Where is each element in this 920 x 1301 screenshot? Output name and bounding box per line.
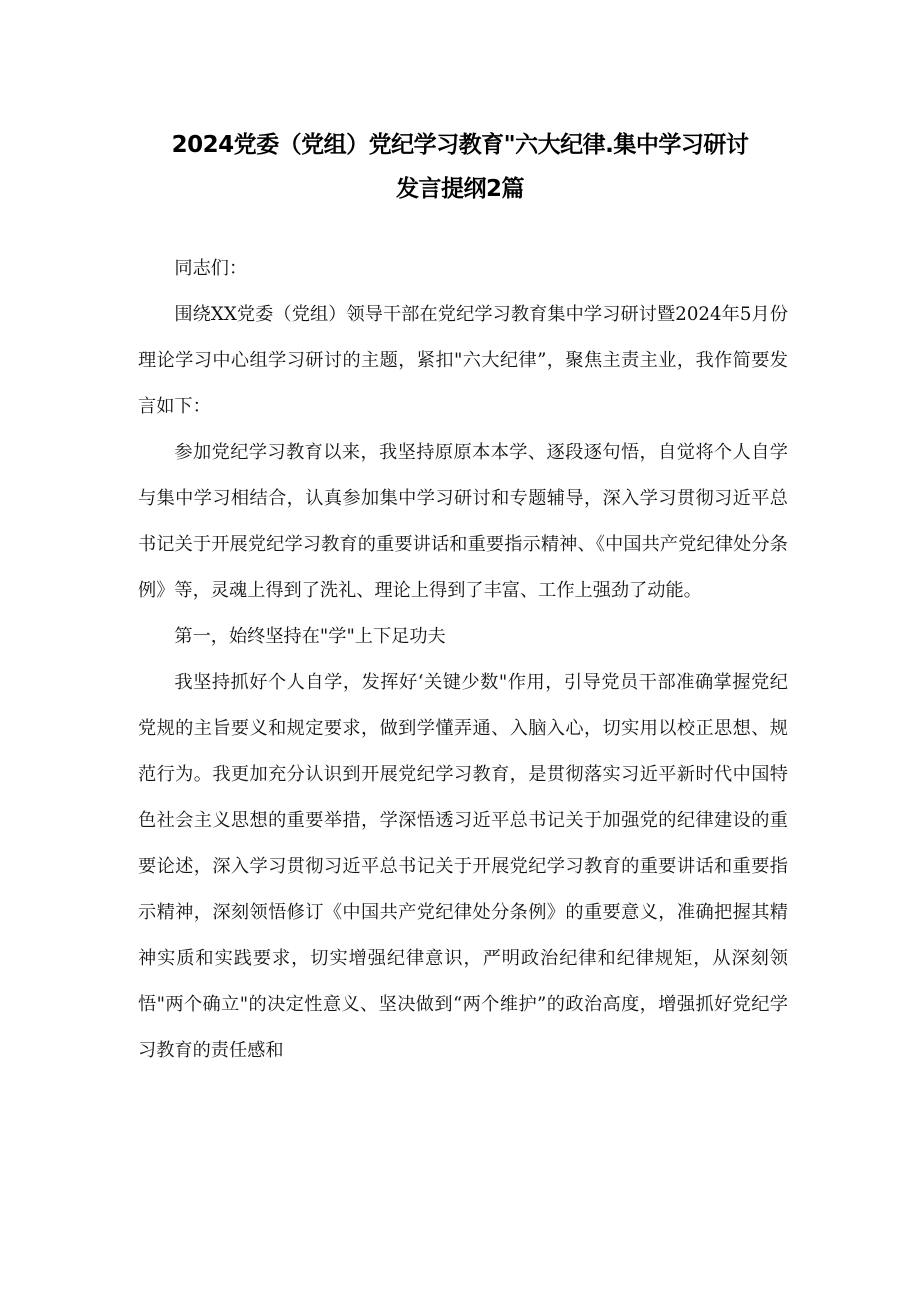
section-heading-1: 第一，始终坚持在"学"上下足功夫 [174,626,446,647]
paragraph-intro: 围绕XX党委（党组）领导干部在党纪学习教育集中学习研讨暨2024年5月份理论学习中心组学习研讨的主题，紧扣"六大纪律”，聚焦主责主业，我作简要发言如下： [138,304,788,417]
paragraph-section-1: 我坚持抓好个人自学，发挥好‘关键少数"作用，引导党员干部准确掌握党纪党规的主旨要义和规定要求，做到学懂弄通、入脑入心，切实用以校正思想、规范行为。我更加充分认识到开展党纪学习教育，是贯彻落实习近平新时代中国特色社会主义思想的重要举措，学深悟透习近平总书记关于加强党的纪律建设的重要论述，深入学习贯彻习近平总书记关于开展党纪学习教育的重要讲话和重要指示精神，深刻领悟修订《中国共产党纪律处分条例》的重要意义，准确把握其精神实质和实践要求，切实增强纪律意识，严明政治纪律和纪律规矩，从深刻领悟"两个确立"的决定性意义、坚决做到“两个维护”的政治高度，增强抓好党纪学习教育的责任感和 [138,672,788,1061]
document-body [138,246,788,1074]
document-title-line-2: 发言提纲2篇 [395,176,524,202]
salutation: 同志们： [174,258,248,279]
document-title-line-1: 2024党委（党组）党纪学习教育"六大纪律.集中学习研讨 [171,132,749,158]
paragraph-summary: 参加党纪学习教育以来，我坚持原原本本学、逐段逐句悟，自觉将个人自学与集中学习相结合，认真参加集中学习研讨和专题辅导，深入学习贯彻习近平总书记关于开展党纪学习教育的重要讲话和重要指示精神、《中国共产党纪律处分条例》等，灵魂上得到了洗礼、理论上得到了丰富、工作上强劲了动能。 [138,442,788,601]
